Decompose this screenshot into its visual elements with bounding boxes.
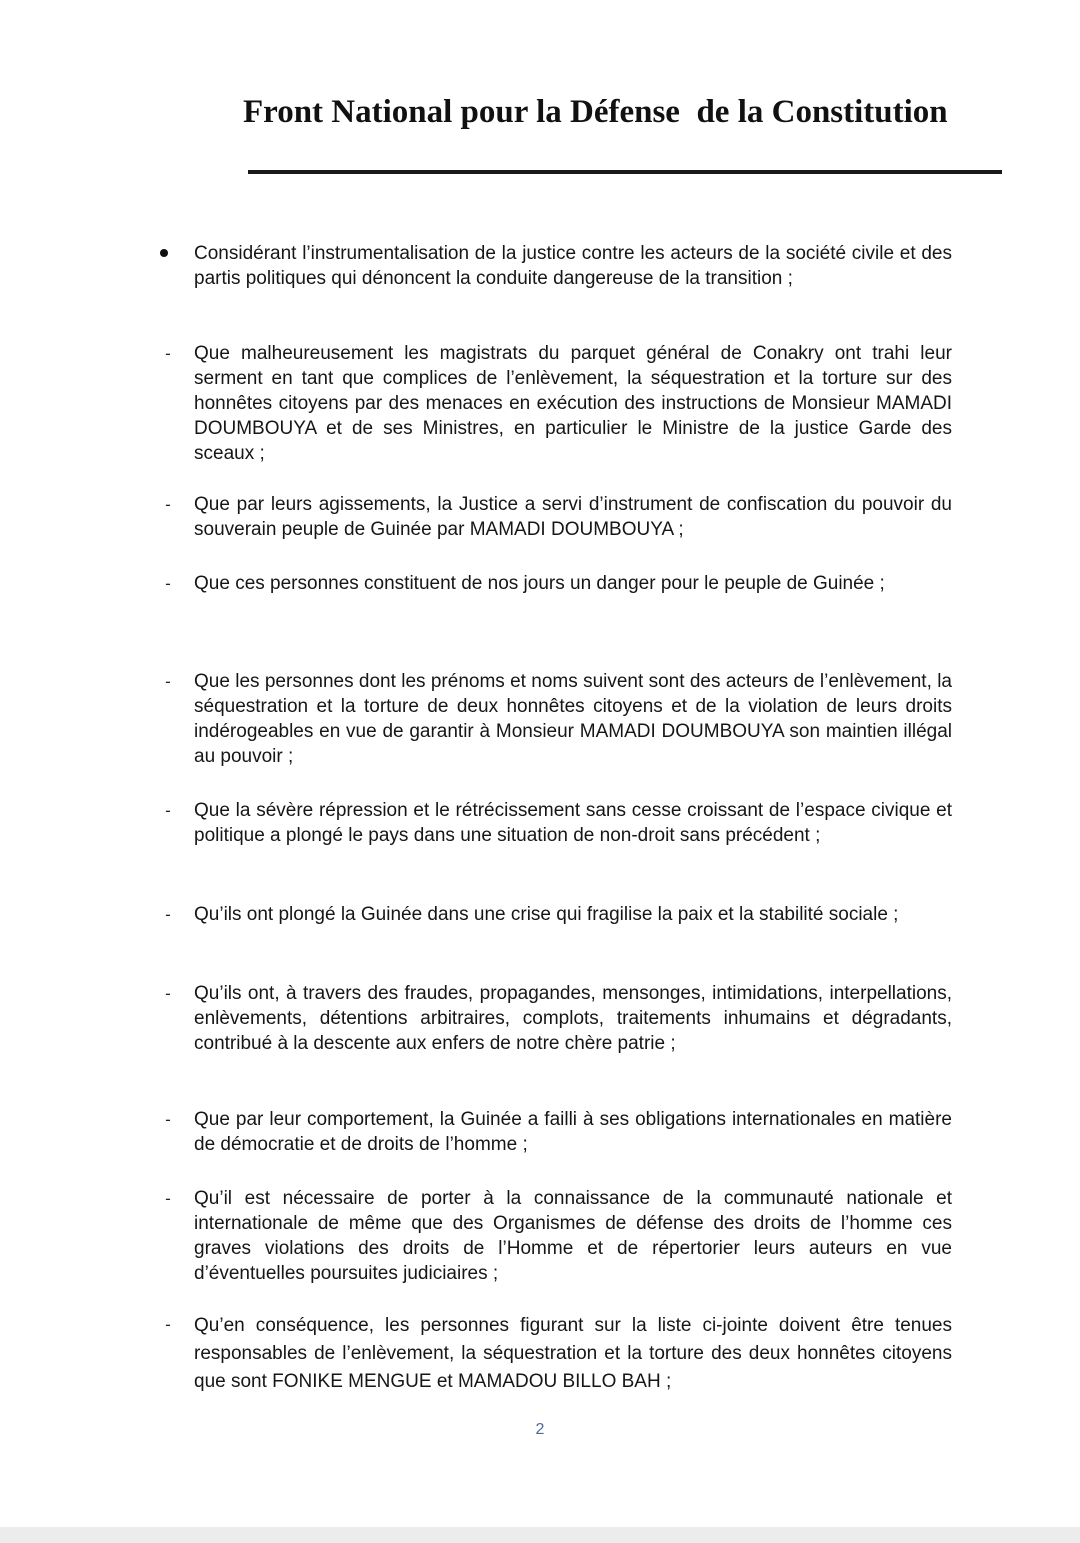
- list-item-text: Qu’il est nécessaire de porter à la connaissance de la communauté nationale et internationale de même que des Organismes de défense des droits de l’homme ces graves violations des droits de l’Homme et de répertorier leurs auteurs en vue d’éventuelles poursuites judiciaires ;: [194, 1188, 952, 1284]
- dash-marker: -: [165, 905, 171, 924]
- dash-marker: -: [165, 1110, 171, 1129]
- dash-marker: -: [165, 1315, 171, 1334]
- list-item-text: Que les personnes dont les prénoms et noms suivent sont des acteurs de l’enlèvement, la séquestration et la torture de deux honnêtes citoyens et de la violation de leurs droits indérogeables en vue de garantir à Monsieur MAMADI DOUMBOUYA son maintien illégal au pouvoir ;: [194, 671, 952, 767]
- dash-marker: -: [165, 672, 171, 691]
- list-item-text: Qu’en conséquence, les personnes figurant sur la liste ci-jointe doivent être tenues responsables de l’enlèvement, la séquestration et la torture des deux honnêtes citoyens que sont FONIKE MENGUE et MAMADOU BILLO BAH ;: [194, 1315, 952, 1392]
- list-item-text: Que ces personnes constituent de nos jours un danger pour le peuple de Guinée ;: [194, 573, 885, 594]
- document-title: Front National pour la Défense de la Constitution: [243, 94, 948, 130]
- list-item-text: Que par leurs agissements, la Justice a servi d’instrument de confiscation du pouvoir du souverain peuple de Guinée par MAMADI DOUMBOUYA ;: [194, 494, 952, 540]
- bullet-icon: [160, 249, 168, 257]
- page-number: 2: [535, 1421, 545, 1438]
- dash-marker: -: [165, 1189, 171, 1208]
- title-underline: [248, 170, 1002, 174]
- list-item-text: Que par leur comportement, la Guinée a failli à ses obligations internationales en matière de démocratie et de droits de l’homme ;: [194, 1109, 952, 1155]
- list-item-text: Qu’ils ont, à travers des fraudes, propagandes, mensonges, intimidations, interpellations, enlèvements, détentions arbitraires, complots, traitements inhumains et dégradants, contribué à la descente aux enfers de notre chère patrie ;: [194, 983, 952, 1054]
- list-item-text: Qu’ils ont plongé la Guinée dans une crise qui fragilise la paix et la stabilité sociale ;: [194, 904, 899, 925]
- dash-marker: -: [165, 801, 171, 820]
- dash-marker: -: [165, 344, 171, 363]
- list-item-text: Que malheureusement les magistrats du parquet général de Conakry ont trahi leur serment en tant que complices de l’enlèvement, la séquestration et la torture sur des honnêtes citoyens par des menaces en exécution des instructions de Monsieur MAMADI DOUMBOUYA et de ses Ministres, en particulier le Ministre de la justice Garde des sceaux ;: [194, 343, 952, 464]
- list-item-text: Considérant l’instrumentalisation de la justice contre les acteurs de la société civile et des partis politiques qui dénoncent la conduite dangereuse de la transition ;: [194, 243, 952, 289]
- dash-marker: -: [165, 574, 171, 593]
- dash-marker: -: [165, 495, 171, 514]
- dash-marker: -: [165, 984, 171, 1003]
- list-item-text: Que la sévère répression et le rétrécissement sans cesse croissant de l’espace civique et politique a plongé le pays dans une situation de non-droit sans précédent ;: [194, 800, 952, 846]
